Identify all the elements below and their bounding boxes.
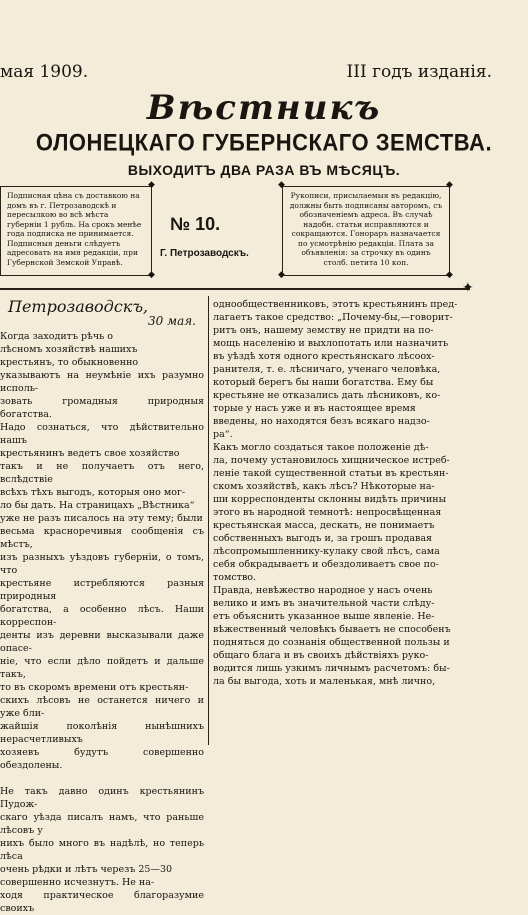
right-line: томство. [213,572,257,583]
publication-frequency: ВЫХОДИТЪ ДВА РАЗА ВЪ МѢСЯЦЪ. [127,162,401,178]
left-line: совершенно исчезнутъ. Не на- [0,877,155,888]
article-headline: Петрозаводскъ, [8,297,149,316]
left-line: очень рѣдки и лѣтъ черезъ 25—30 [0,864,173,875]
left-line: ходя практическое благоразумие своихъ [0,890,204,914]
left-line: весьма красноречивыя сообщенія съ мѣстъ, [0,526,204,550]
right-line: общаго блага и въ своихъ дѣйствіяхъ руко- [213,650,429,661]
left-line: крестьяне истребляются разныя природныя [0,578,204,602]
left-line: то въ скоромъ времени отъ крестьян- [0,682,189,693]
left-line: скихъ лѣсовъ не останется ничего и уже бли- [0,695,204,719]
left-line [0,772,204,785]
left-line: хозяевъ будутъ совершенно обездолены. [0,747,204,771]
diamond-ornament-icon: ◆ [446,270,453,280]
article-text-right [213,298,479,688]
right-line: Правда, невѣжество народное у насъ очень [213,585,433,596]
diamond-ornament-icon: ◆ [148,180,155,190]
left-line: нихъ было много въ надѣлѣ, но теперь лѣса [0,838,204,862]
right-line: ритъ онъ, нашему земству не придти на по- [213,325,434,336]
diamond-ornament-icon: ◆ [446,180,453,190]
issue-number: № 10. [170,214,221,234]
right-line: скомъ хозяйствѣ, какъ лѣсъ? Нѣкоторые на- [213,481,435,492]
right-line: подняться до сознанія общественной пользы и [213,637,450,648]
newspaper-title: Вѣстникъ [146,88,382,128]
right-line: введены, но находятся безъ всякаго надзо- [213,416,430,427]
left-line: Надо сознаться, что дѣйствительно нашъ [0,422,204,446]
right-line: ра“. [213,429,233,440]
right-line: водится лишь узкимъ личнымъ расчетомъ: бы- [213,663,450,674]
header-rule [0,288,470,290]
article-dateline: 30 мая. [148,314,196,328]
masthead [0,88,528,178]
left-line: уже не разъ писалось на эту тему; были [0,513,203,524]
newspaper-subtitle: ОЛОНЕЦКАГО ГУБЕРНСКАГО ЗЕМСТВА. [35,128,493,157]
left-line: жайшія поколѣнія нынѣшнихъ нерасчетливыхъ [0,721,204,745]
article-column-right [213,298,479,688]
right-line: ранителя, т. е. лѣсничаго, ученаго человѣка, [213,364,441,375]
left-line: всѣхъ тѣхъ выгодъ, которыя оно мог- [0,487,186,498]
right-line: леніе такой существенной статьи въ крестьян- [213,468,449,479]
right-line: собственныхъ выгодъ и, за грошъ продавая [213,533,433,544]
article-text-left [0,330,204,915]
subscription-info: Подписная цѣна съ доставкою на домъ въ г. Петрозаводскѣ и пересылкою во всѣ мѣста губерніи 1 рубль. На срокъ менѣе года подписка не принимается. Подписныя деньги слѣдуетъ адресовать на имя редакціи, при Губернской Земской Управѣ. [0,186,152,276]
diamond-ornament-icon: ◆ [278,180,285,190]
diamond-ornament-icon: ◆ [278,270,285,280]
column-divider [208,296,209,745]
publication-city: Г. Петрозаводскъ. [160,248,249,259]
right-line: лѣсопромышленнику-кулаку свой лѣсъ, сама [213,546,440,557]
left-line: зовать громадныя природныя богатства. [0,396,204,420]
right-line: себя обкрадываетъ и обездоливаетъ свое по- [213,559,439,570]
right-line: торые у насъ уже и въ настоящее время [213,403,416,414]
left-line: крестьянинъ ведетъ свое хозяйство [0,448,180,459]
right-line: Какъ могло создаться такое положеніе дѣ- [213,442,429,453]
right-line: лагаетъ такое средство: „Почему-бы,—говорит- [213,312,453,323]
left-line: ніе, что если дѣло пойдетъ и дальше такъ, [0,656,204,680]
left-line: лѣсномъ хозяйствѣ нашихъ [0,344,138,355]
edition-year: III годъ изданія. [346,62,492,82]
left-line: скаго уѣзда писалъ намъ, что раньше лѣсовъ у [0,812,204,836]
diamond-ornament-icon: ◆ [148,270,155,280]
rule-ornament-icon: ✦ [462,280,474,296]
right-line: крестьянская масса, дескать, не понимаетъ [213,520,435,531]
right-line: однообщественниковъ, этотъ крестьянинъ пред- [213,299,458,310]
right-line: ла бы выгода, хоть и маленькая, мнѣ лично, [213,676,436,687]
left-line: ло бы дать. На страницахъ „Вѣстника“ [0,500,195,511]
right-line: крестьяне не отказались дать лѣсниковъ, ко- [213,390,441,401]
left-line: крестьянъ, то обыкновенно [0,357,139,368]
left-line: такъ и не получаетъ отъ него, вслѣдствіе [0,461,204,485]
left-line: богатства, а особенно лѣсъ. Наши корреспон- [0,604,204,628]
right-line: въ уѣздѣ хотя одного крестьянскаго лѣсоох- [213,351,435,362]
manuscript-info: Рукописи, присылаемыя въ редакцію, должны быть подписаны авторомъ, съ обозначеніемъ адреса. Въ случаѣ надобн. статьи исправляются и сокращаются. Гонораръ назначается по усмотрѣнію редакціи. Плата за объявленія: за строчку въ одинъ столб. петита 10 коп. [282,186,450,276]
info-bar [0,180,528,280]
right-line: этого въ народной темнотѣ: непросвѣщенная [213,507,442,518]
left-line: указываютъ на неумѣніе ихъ разумно исполь- [0,370,204,394]
right-line: который берегъ бы наши богатства. Ему бы [213,377,434,388]
left-line: денты изъ деревни высказывали даже опасе- [0,630,204,654]
article-column-left [0,297,204,915]
left-line: Когда заходитъ рѣчь о [0,331,114,342]
right-line: велико и имъ въ значительной части слѣду- [213,598,435,609]
right-line: ла, почему установилось хищническое истреб- [213,455,450,466]
issue-date: мая 1909. [0,62,89,82]
right-line: мощь населенію и выхлопотать или назначить [213,338,449,349]
right-line: ши корреспонденты склонны видѣть причины [213,494,447,505]
right-line: вѣжественный человѣкъ бываетъ не способенъ [213,624,451,635]
left-line: Не такъ давно одинъ крестьянинъ Пудож- [0,786,204,810]
left-line: изъ разныхъ уѣздовъ губерніи, о томъ, что [0,552,204,576]
right-line: етъ объяснить указанное выше явленіе. Не- [213,611,435,622]
